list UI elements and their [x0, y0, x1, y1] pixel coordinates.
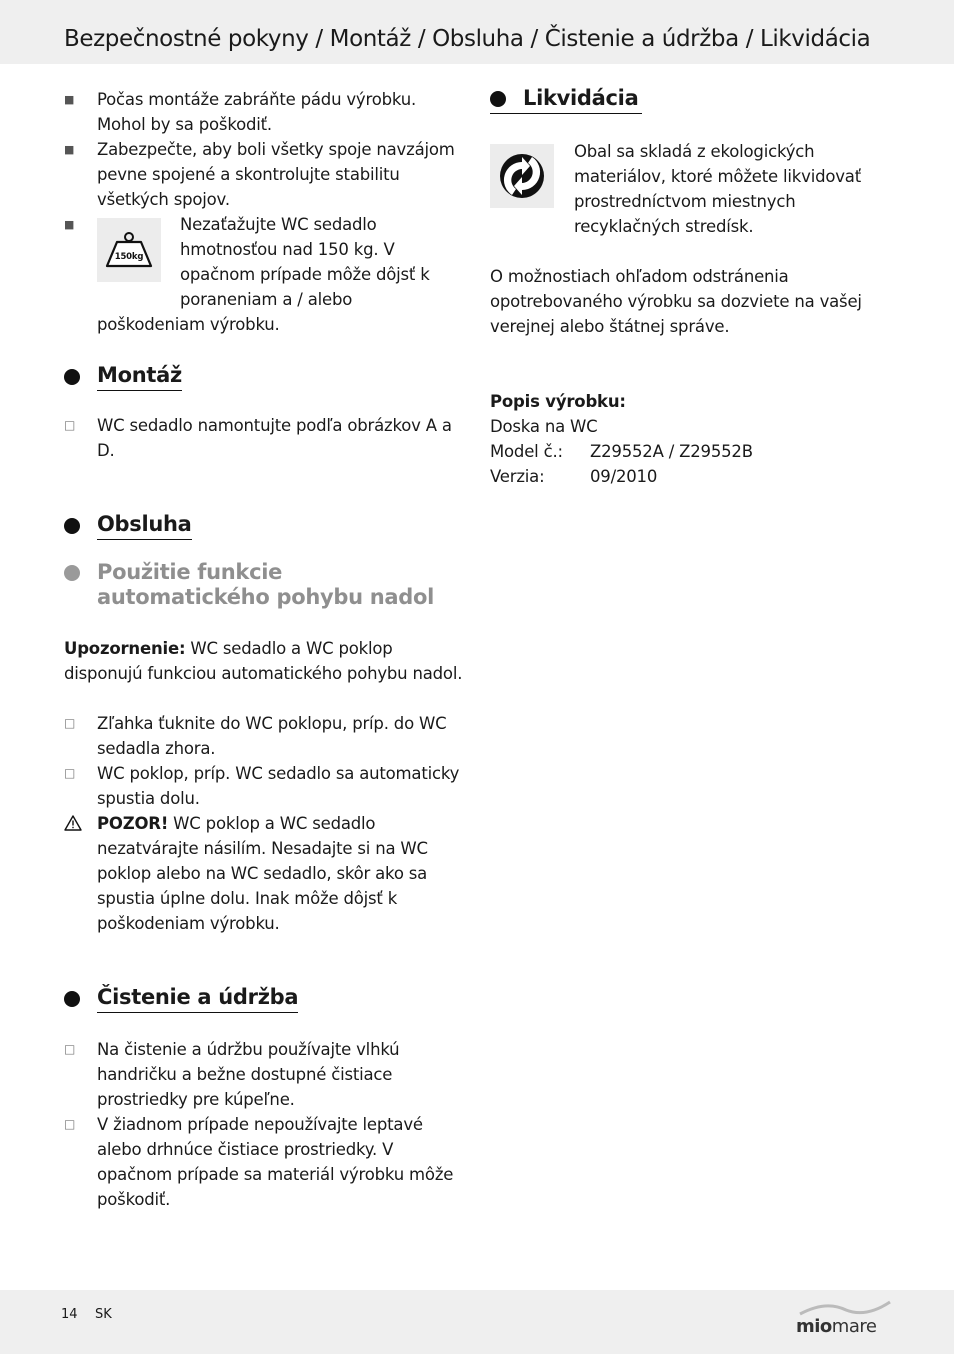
right-column — [490, 87, 890, 489]
checkbox-bullet-icon: □ — [64, 1042, 76, 1056]
list-item: □ Na čistenie a údržbu používajte vlhkú handričku a bežne dostupné čistiace prostriedky pre kúpeľne. — [64, 1037, 464, 1112]
checkbox-bullet-icon: □ — [64, 418, 76, 432]
warning-item: POZOR! WC poklop a WC sedadlo nezatvárajte násilím. Nesadajte si na WC poklop alebo na WC sedadlo, skôr ako sa spustia úplne dolu. Inak môže dôjsť k poškodeniam výrobku. — [64, 811, 464, 936]
square-bullet-icon: ■ — [64, 143, 75, 156]
recycling-green-dot-icon — [490, 144, 554, 208]
bullet-dot-icon — [64, 991, 80, 1007]
subsection-heading: Použitie funkcie automatického pohybu nadol — [64, 560, 464, 610]
section-heading-likvidacia: Likvidácia — [490, 85, 890, 113]
list-item: ■ Zabezpečte, aby boli všetky spoje navzájom pevne spojené a skontrolujte stabilitu všetkých spojov. — [64, 137, 464, 212]
section-heading-obsluha: Obsluha — [64, 511, 464, 540]
product-info: Popis výrobku: Doska na WC Model č.: Z29552A / Z29552B Verzia: 09/2010 — [490, 392, 753, 486]
weight-limit-icon — [97, 218, 161, 282]
page-footer — [0, 1290, 954, 1354]
note-paragraph: Upozornenie: WC sedadlo a WC poklop disponujú funkciou automatického pohybu nadol. — [64, 639, 463, 683]
bullet-dot-icon — [64, 369, 80, 385]
page-header — [0, 0, 954, 64]
square-bullet-icon: ■ — [64, 218, 75, 231]
bullet-dot-icon — [64, 518, 80, 534]
list-item: ■ 150kg Nezaťažujte WC sedadlo hmotnosťou nad 150 kg. V opačnom prípade môže dôjsť k poraneniam a / alebo poškodeniam výrobku. — [64, 212, 464, 312]
bullet-dot-icon — [490, 91, 506, 107]
list-item: □ WC sedadlo namontujte podľa obrázkov A a D. — [64, 413, 464, 463]
checkbox-bullet-icon: □ — [64, 1117, 76, 1131]
section-heading-cistenie: Čistenie a údržba — [64, 984, 464, 1013]
page-title: Bezpečnostné pokyny / Montáž / Obsluha / Čistenie a údržba / Likvidácia — [64, 26, 871, 52]
disposal-paragraph: O možnostiach ohľadom odstránenia opotrebovaného výrobku sa dozviete na vašej verejnej alebo štátnej správe. — [490, 267, 862, 336]
square-bullet-icon: ■ — [64, 93, 75, 106]
section-heading-montaz: Montáž — [64, 362, 464, 391]
checkbox-bullet-icon: □ — [64, 716, 76, 730]
page-number: 14 — [61, 1307, 78, 1322]
list-item: □ WC poklop, príp. WC sedadlo sa automaticky spustia dolu. — [64, 761, 464, 811]
language-code: SK — [95, 1307, 112, 1322]
left-column — [64, 87, 464, 1212]
miomare-logo: miomare — [796, 1298, 896, 1342]
svg-text:150kg: 150kg — [114, 252, 144, 262]
list-item: □ V žiadnom prípade nepoužívajte leptavé alebo drhnúce čistiace prostriedky. V opačnom prípade sa materiál výrobku môže poškodiť. — [64, 1112, 464, 1212]
list-item: □ Zľahka ťuknite do WC poklopu, príp. do WC sedadla zhora. — [64, 711, 464, 761]
bullet-dot-icon — [64, 565, 80, 581]
packaging-block: Obal sa skladá z ekologických materiálov, ktoré môžete likvidovať prostredníctvom miestnych recyklačných stredísk. — [490, 139, 890, 239]
warning-triangle-icon — [64, 815, 76, 840]
checkbox-bullet-icon: □ — [64, 766, 76, 780]
list-item: ■ Počas montáže zabráňte pádu výrobku. Mohol by sa poškodiť. — [64, 87, 464, 137]
